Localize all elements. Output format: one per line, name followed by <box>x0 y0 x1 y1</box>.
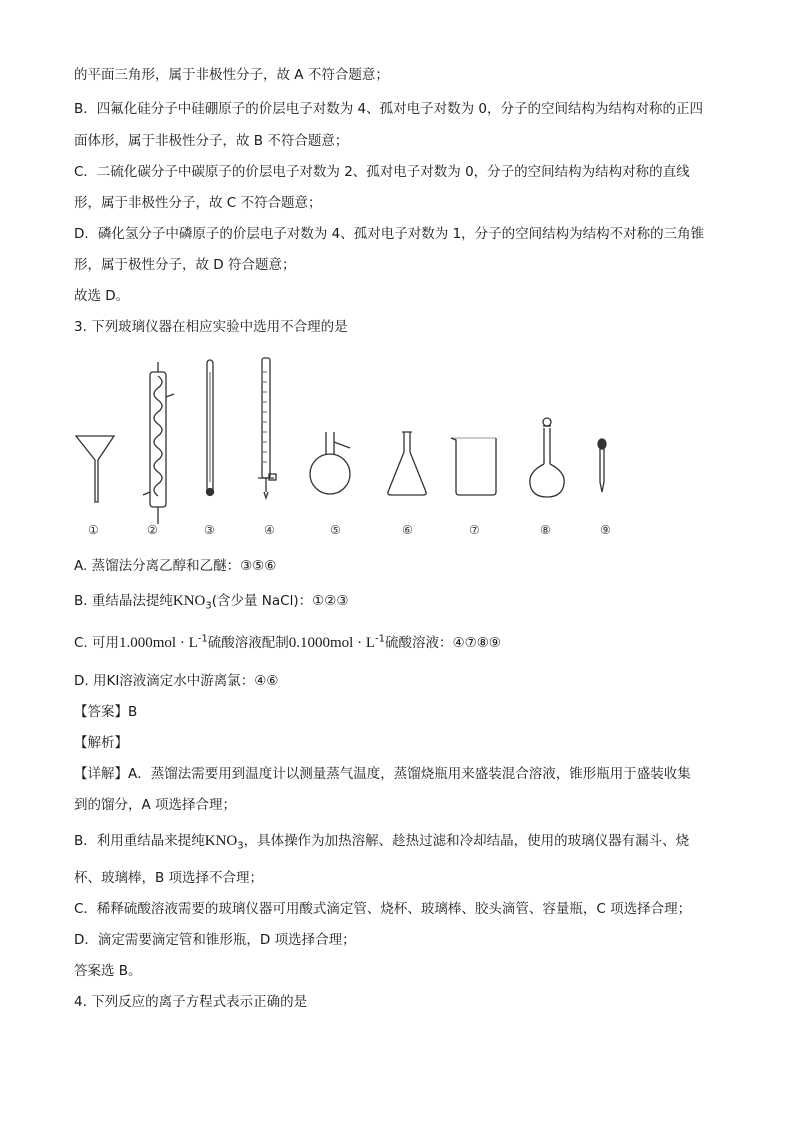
option-c <box>74 634 501 652</box>
beaker-icon <box>451 438 496 495</box>
question-4-stem: 4. 下列反应的离子方程式表示正确的是 <box>74 994 308 1010</box>
analysis-heading: 【解析】 <box>74 735 128 751</box>
condenser-icon <box>143 362 174 524</box>
detail-line-7: 答案选 B。 <box>74 963 142 979</box>
option-c-sup-1: -1 <box>197 633 208 645</box>
detail-line-3-formula: KNO <box>204 833 238 849</box>
funnel-icon <box>76 436 114 502</box>
option-d: D. 用KI溶液滴定水中游离氯：④⑥ <box>74 673 279 689</box>
prev-line-3: 面体形，属于非极性分子，故 B 不符合题意； <box>74 133 349 149</box>
burette-icon <box>258 358 276 498</box>
distilling-flask-icon <box>310 432 350 494</box>
detail-line-4: 杯、玻璃棒，B 项选择不合理； <box>74 870 264 886</box>
detail-line-5: C．稀释硫酸溶液需要的玻璃仪器可用酸式滴定管、烧杯、玻璃棒、胶头滴管、容量瓶，C 项选择合理； <box>74 901 692 917</box>
label-1: ① <box>88 523 99 537</box>
prev-line-1: 的平面三角形，属于非极性分子，故 A 不符合题意； <box>74 67 389 83</box>
detail-line-6: D．滴定需要滴定管和锥形瓶，D 项选择合理； <box>74 932 356 948</box>
prev-line-7: 形，属于极性分子，故 D 符合题意； <box>74 257 296 273</box>
option-c-prefix: C. 可用 <box>74 635 120 651</box>
label-7: ⑦ <box>469 523 480 537</box>
option-c-mid: 硫酸溶液配制 <box>207 635 289 651</box>
erlenmeyer-flask-icon <box>388 432 426 495</box>
option-c-conc-1: 1.000mol · L <box>119 635 198 651</box>
prev-line-5: 形，属于非极性分子，故 C 不符合题意； <box>74 195 322 211</box>
detail-line-3-prefix: B．利用重结晶来提纯 <box>74 833 205 849</box>
answer-line: 【答案】B <box>74 704 138 720</box>
option-c-sup-2: -1 <box>375 633 385 645</box>
apparatus-labels <box>88 523 611 537</box>
detail-line-3-suffix: ，具体操作为加热溶解、趁热过滤和冷却结晶，使用的玻璃仪器有漏斗、烧 <box>243 833 690 849</box>
label-3: ③ <box>204 523 215 537</box>
option-b-subscript: 3 <box>205 600 212 612</box>
option-c-suffix: 硫酸溶液：④⑦⑧⑨ <box>384 635 501 651</box>
label-9: ⑨ <box>600 523 611 537</box>
label-2: ② <box>147 523 158 537</box>
prev-line-8: 故选 D。 <box>74 288 130 304</box>
detail-line-2: 到的馏分，A 项选择合理； <box>74 797 237 813</box>
detail-line-1: 【详解】A．蒸馏法需要用到温度计以测量蒸气温度，蒸馏烧瓶用来盛装混合溶液，锥形瓶用于盛装收集 <box>74 766 691 782</box>
dropper-icon <box>598 439 606 492</box>
option-b <box>74 592 348 610</box>
option-b-suffix: (含少量 NaCl)：①②③ <box>211 593 349 609</box>
prev-line-4: C．二硫化碳分子中碳原子的价层电子对数为 2、孤对电子对数为 0，分子的空间结构为结构对称的直线 <box>74 164 690 180</box>
label-4: ④ <box>264 523 275 537</box>
detail-line-3-subscript: 3 <box>237 840 244 852</box>
option-b-formula: KNO <box>172 593 206 609</box>
thermometer-icon <box>207 360 214 496</box>
question-3-stem: 3. 下列玻璃仪器在相应实验中选用不合理的是 <box>74 319 348 335</box>
label-5: ⑤ <box>330 523 341 537</box>
option-a: A. 蒸馏法分离乙醇和乙醚：③⑤⑥ <box>74 558 277 574</box>
detail-line-3 <box>74 832 689 850</box>
option-c-conc-2: 0.1000mol · L <box>288 635 375 651</box>
label-8: ⑧ <box>540 523 551 537</box>
option-b-prefix: B. 重结晶法提纯 <box>74 593 173 609</box>
prev-line-2: B．四氟化硅分子中硅硼原子的价层电子对数为 4、孤对电子对数为 0，分子的空间结构为结构对称的正四 <box>74 101 704 117</box>
volumetric-flask-icon <box>530 418 564 497</box>
prev-line-6: D．磷化氢分子中磷原子的价层电子对数为 4、孤对电子对数为 1，分子的空间结构为结构不对称的三角锥 <box>74 226 705 242</box>
glassware-figure <box>66 352 626 540</box>
label-6: ⑥ <box>402 523 413 537</box>
